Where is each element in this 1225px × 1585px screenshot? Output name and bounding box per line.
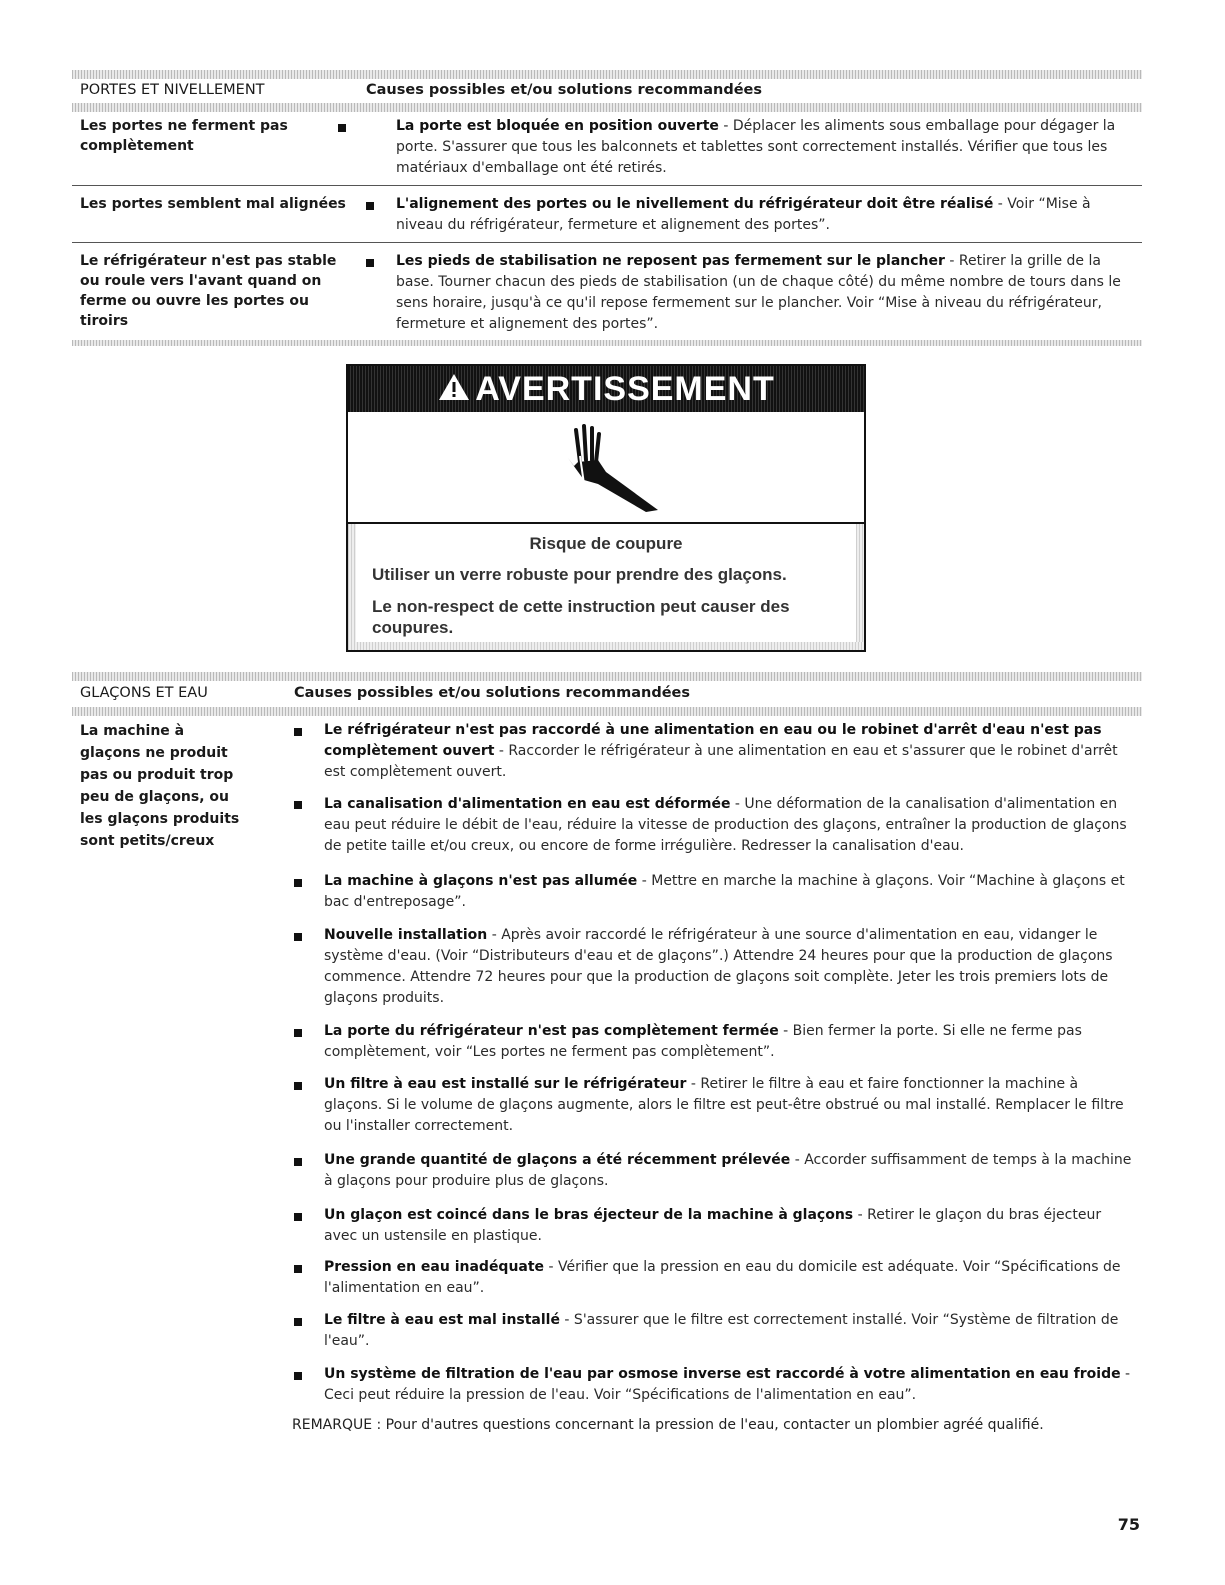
bullet-icon xyxy=(294,1158,302,1166)
list-item: Un système de filtration de l'eau par osmose inverse est raccordé à votre alimentation en eau froide - Ceci peut réduire la pression de l'eau. Voir “Spécifications de l'alimentation en eau”. xyxy=(324,1366,1131,1403)
bullet-icon xyxy=(338,124,346,132)
warning-divider xyxy=(348,522,864,524)
table-row xyxy=(80,251,1142,337)
list-item: Nouvelle installation - Après avoir raccordé le réfrigérateur à une source d'alimentation en eau, vidanger le système d'eau. (Voir “Distributeurs d'eau et de glaçons”.) Attendre 24 heures pour que la production de glaçons commence. Attendre 72 heures pour que la production de glaçons soit complète. Jeter les trois premiers lots de glaçons produits. xyxy=(324,927,1113,1006)
bullet-icon xyxy=(294,879,302,887)
list-item: Un filtre à eau est installé sur le réfrigérateur - Retirer le filtre à eau et faire fonctionner la machine à glaçons. Si le volume de glaçons augmente, alors le filtre est peut-être obstrué ou mal installé. Remplacer le filtre ou l'installer correctement. xyxy=(324,1076,1124,1134)
bullet-icon xyxy=(294,1372,302,1380)
list-item: La porte du réfrigérateur n'est pas complètement fermée - Bien fermer la porte. Si elle ne ferme pas complètement, voir “Les portes ne ferment pas complètement”. xyxy=(324,1023,1082,1060)
list-item: Un glaçon est coincé dans le bras éjecteur de la machine à glaçons - Retirer le glaçon du bras éjecteur avec un ustensile en plastique. xyxy=(324,1207,1102,1244)
list-item: Une grande quantité de glaçons a été récemment prélevée - Accorder suffisamment de temps à la machine à glaçons pour produire plus de glaçons. xyxy=(324,1152,1132,1189)
list-item: Le filtre à eau est mal installé - S'assurer que le filtre est correctement installé. Voir “Système de filtration de l'eau”. xyxy=(324,1312,1119,1349)
list-item: Pression en eau inadéquate - Vérifier que la pression en eau du domicile est adéquate. Voir “Spécifications de l'alimentation en eau”. xyxy=(324,1259,1121,1296)
warning-inner-border xyxy=(348,642,864,650)
hand-cut-icon xyxy=(554,422,664,514)
bullet-icon xyxy=(294,728,302,736)
list-item: Le réfrigérateur n'est pas raccordé à une alimentation en eau ou le robinet d'arrêt d'eau n'est pas complètement ouvert - Raccorder le réfrigérateur à une alimentation en eau et s'assurer que le robinet d'arrêt est complètement ouvert. xyxy=(324,722,1118,780)
bullet-icon xyxy=(294,1318,302,1326)
list-item: La canalisation d'alimentation en eau est déformée - Une déformation de la canalisation d'alimentation en eau peut réduire le débit de l'eau, réduire la vitesse de production des glaçons, entraîner la production de glaçons de petite taille et/ou creux, ou encore de forme irrégulière. Redresser la canalisation d'eau. xyxy=(324,796,1127,854)
bullet-icon xyxy=(294,1265,302,1273)
warning-line2: Le non-respect de cette instruction peut causer des coupures. xyxy=(372,597,790,637)
section1-header-left: PORTES ET NIVELLEMENT xyxy=(80,82,265,98)
cause-text: Les portes semblent mal alignées xyxy=(80,196,346,212)
cause-text: La machine à glaçons ne produit pas ou produit trop peu de glaçons, ou les glaçons produits sont petits/creux xyxy=(80,723,240,849)
solution-text: La porte est bloquée en position ouverte - Déplacer les aliments sous emballage pour dégager la porte. S'assurer que tous les balconnets et tablettes sont correctement installés. Vérifier que tous les matériaux d'emballage ont été retirés. xyxy=(396,118,1116,176)
header-band-bottom xyxy=(72,707,1142,716)
section1-header-right: Causes possibles et/ou solutions recommandées xyxy=(366,82,763,98)
bullet-icon xyxy=(366,259,374,267)
solution-text: Les pieds de stabilisation ne reposent pas fermement sur le plancher - Retirer la grille de la base. Tourner chacun des pieds de stabilisation (un de chaque côté) du même nombre de tours dans le sens horaire, jusqu'à ce qu'il repose fermement sur le plancher. Voir “Mise à niveau du réfrigérateur, fermeture et alignement des portes”. xyxy=(396,253,1121,332)
header-band-top xyxy=(72,70,1142,79)
table-row xyxy=(80,194,1142,238)
table-row xyxy=(80,116,1142,182)
cause-text: Les portes ne ferment pas complètement xyxy=(80,118,288,154)
section2-header-left: GLAÇONS ET EAU xyxy=(80,685,208,701)
bullet-icon xyxy=(294,801,302,809)
header-band-bottom xyxy=(72,103,1142,112)
warning-line1: Utiliser un verre robuste pour prendre des glaçons. xyxy=(372,565,787,584)
bullet-icon xyxy=(294,1029,302,1037)
warning-triangle-icon xyxy=(437,372,471,402)
row-divider xyxy=(72,185,1142,186)
bullet-icon xyxy=(294,933,302,941)
solution-text: L'alignement des portes ou le nivellement du réfrigérateur doit être réalisé - Voir “Mise à niveau du réfrigérateur, fermeture et alignement des portes”. xyxy=(396,196,1091,233)
section2-header-right: Causes possibles et/ou solutions recommandées xyxy=(294,685,691,701)
warning-box xyxy=(346,364,866,652)
cause-text: Le réfrigérateur n'est pas stable ou roule vers l'avant quand on ferme ou ouvre les portes ou tiroirs xyxy=(80,253,337,329)
page-number: 75 xyxy=(1117,1515,1140,1534)
warning-subtitle: Risque de coupure xyxy=(529,534,683,553)
warning-header xyxy=(348,366,864,412)
header-band-top xyxy=(72,672,1142,681)
warning-title: AVERTISSEMENT xyxy=(348,370,864,409)
list-item: La machine à glaçons n'est pas allumée - Mettre en marche la machine à glaçons. Voir “Machine à glaçons et bac d'entreposage”. xyxy=(324,873,1125,910)
bullet-icon xyxy=(294,1082,302,1090)
row-divider xyxy=(72,242,1142,243)
bullet-icon xyxy=(366,202,374,210)
bullet-icon xyxy=(294,1213,302,1221)
note-text: REMARQUE : Pour d'autres questions concernant la pression de l'eau, contacter un plombier agréé qualifié. xyxy=(292,1417,1044,1433)
section-end-band xyxy=(72,340,1142,346)
